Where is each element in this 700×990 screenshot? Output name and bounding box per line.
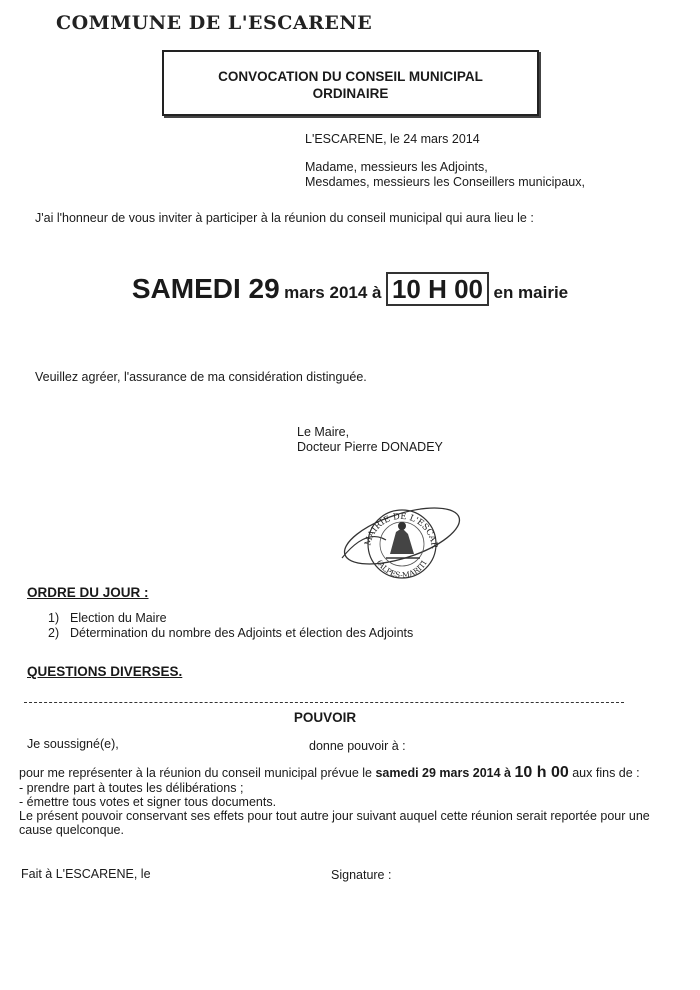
seal-text-bottom: (ALPES-MARITI (374, 558, 429, 580)
invitation-text: J'ai l'honneur de vous inviter à participer à la réunion du conseil municipal qui aura lieu le : (35, 211, 534, 225)
represent-line (19, 765, 640, 781)
pouvoir-line-2: - émettre tous votes et signer tous documents. (19, 795, 277, 809)
title-box (162, 50, 539, 116)
meeting-date-line (0, 272, 700, 306)
signatory-name: Docteur Pierre DONADEY (297, 440, 443, 454)
represent-prefix: pour me représenter à la réunion du conseil municipal prévue le (19, 766, 372, 780)
pouvoir-line-4: cause quelconque. (19, 823, 124, 837)
closing-text: Veuillez agréer, l'assurance de ma considération distinguée. (35, 370, 367, 384)
agenda-item-number: 1) (48, 611, 60, 625)
agenda-item-number: 2) (48, 626, 60, 640)
pouvoir-line-1: - prendre part à toutes les délibérations ; (19, 781, 244, 795)
agenda-item-text: Détermination du nombre des Adjoints et élection des Adjoints (70, 626, 414, 640)
recipients-line-2: Mesdames, messieurs les Conseillers municipaux, (305, 175, 585, 189)
agenda-item (48, 610, 167, 626)
title-line-1: CONVOCATION DU CONSEIL MUNICIPAL (218, 69, 483, 84)
meeting-day: SAMEDI 29 (131, 273, 280, 304)
represent-time: 10 h 00 (514, 764, 569, 781)
cut-line-divider (24, 702, 624, 703)
seal-text-top: MAIRIE DE L'ESCAR (363, 511, 440, 549)
fait-a-label: Fait à L'ESCARENE, le (21, 867, 151, 881)
commune-header: COMMUNE DE L'ESCARENE (56, 12, 373, 34)
agenda-heading: ORDRE DU JOUR : (27, 585, 149, 600)
mairie-seal-stamp (336, 488, 468, 585)
pouvoir-heading: POUVOIR (293, 710, 357, 725)
place-date: L'ESCARENE, le 24 mars 2014 (305, 132, 480, 146)
gives-power-label: donne pouvoir à : (309, 739, 406, 753)
signature-label: Signature : (331, 868, 392, 882)
agenda-item (48, 625, 414, 641)
signatory-title: Le Maire, (297, 425, 350, 439)
agenda-item-text: Election du Maire (70, 611, 167, 625)
pouvoir-line-3: Le présent pouvoir conservant ses effets pour tout autre jour suivant auquel cette réunion serait reportée pour une (19, 809, 650, 823)
represent-date: samedi 29 mars 2014 à (375, 766, 511, 780)
recipients-line-1: Madame, messieurs les Adjoints, (305, 160, 488, 174)
represent-suffix: aux fins de : (572, 766, 640, 780)
title-line-2: ORDINAIRE (312, 86, 389, 101)
meeting-time-box: 10 H 00 (386, 272, 489, 306)
meeting-place: en mairie (493, 283, 569, 302)
meeting-month: mars 2014 à (284, 283, 382, 302)
questions-heading: QUESTIONS DIVERSES. (27, 664, 183, 679)
undersigned-label: Je soussigné(e), (27, 737, 119, 751)
